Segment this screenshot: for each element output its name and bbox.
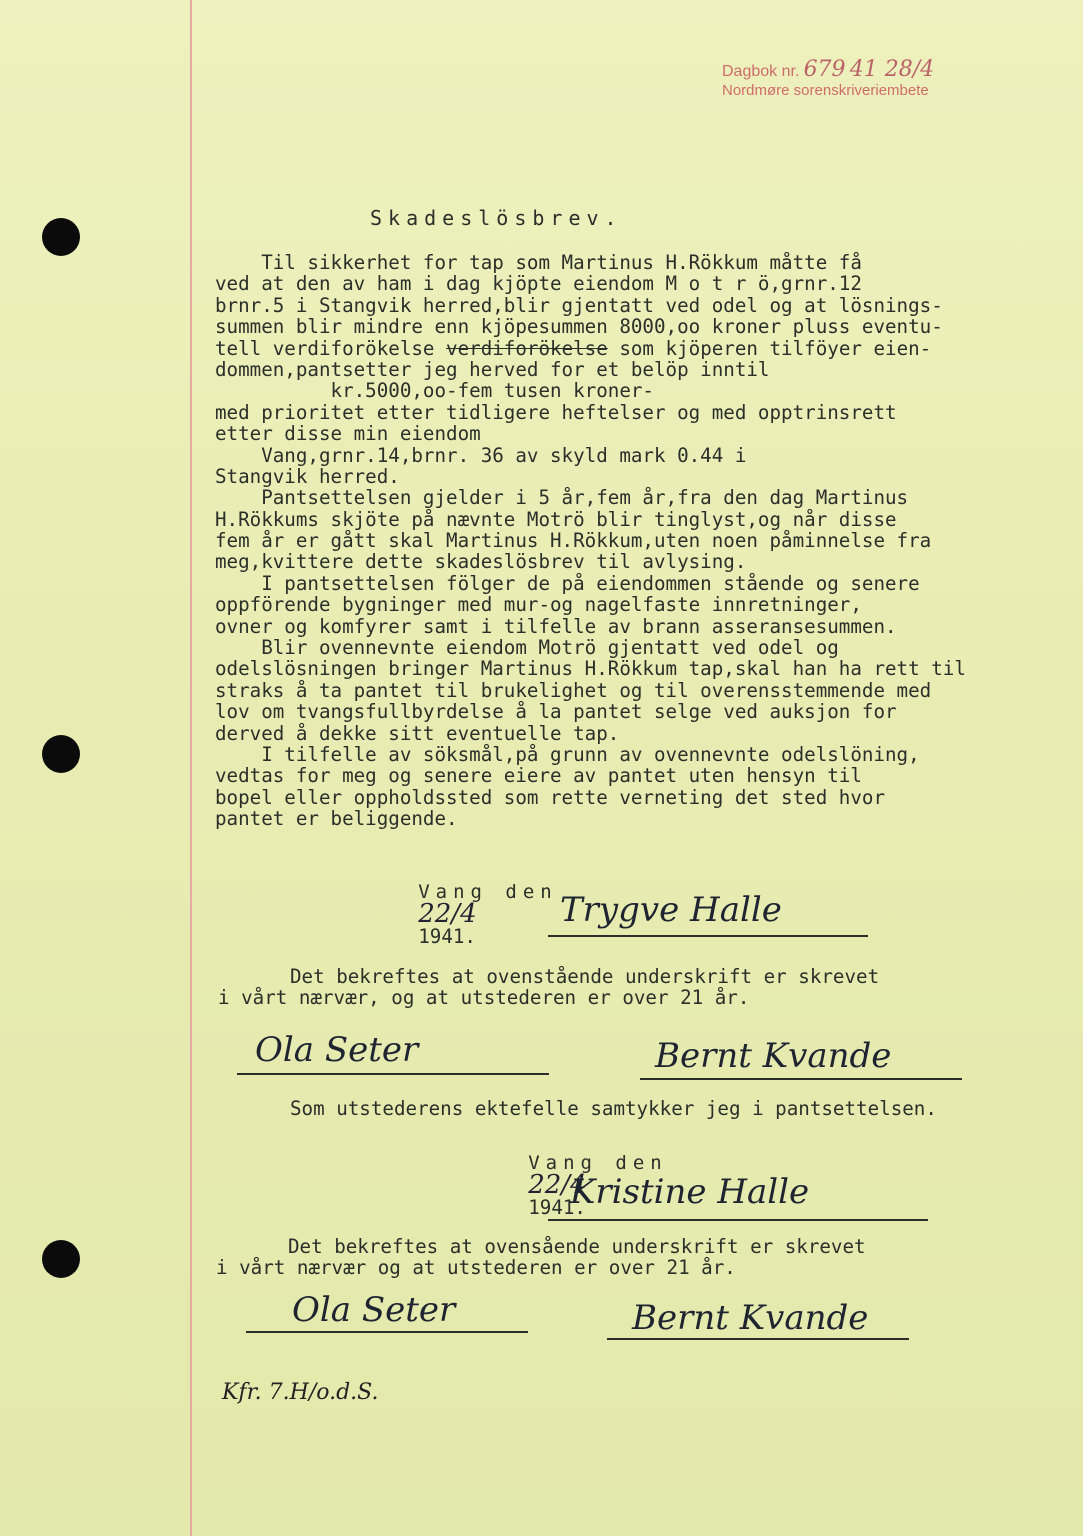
stamp-date: 41 28/4: [849, 57, 935, 82]
body-line: straks å ta pantet til brukelighet og til overensstemmende med: [215, 678, 932, 702]
witness-signature-2a: Ola Seter: [292, 1290, 456, 1330]
witness-text-2-line: Det bekreftes at ovensående underskrift er skrevet: [288, 1235, 866, 1258]
witness-signature-1a: Ola Seter: [255, 1030, 419, 1070]
signature-line: [640, 1078, 962, 1080]
body-line: odelslösningen bringer Martinus H.Rökkum tap,skal han ha rett til: [215, 657, 966, 681]
place-date-1-place: Vang den: [418, 881, 558, 904]
margin-line: [190, 0, 192, 1536]
witness-text-2-line: i vårt nærvær og at utstederen er over 21 år.: [216, 1256, 736, 1280]
body-line: I tilfelle av söksmål,på grunn av ovennevnte odelslöning,: [215, 742, 920, 766]
body-line: Til sikkerhet for tap som Martinus H.Rökkum måtte få: [215, 251, 862, 274]
body-line: fem år er gått skal Martinus H.Rökkum,uten noen påminnelse fra: [215, 529, 932, 553]
witness-signature-2b: Bernt Kvande: [632, 1298, 869, 1338]
body-line: med prioritet etter tidligere heftelser og med opptrinsrett: [215, 400, 897, 424]
witness-signature-1b: Bernt Kvande: [655, 1036, 892, 1076]
footnote: Kfr. 7.H/o.d.S.: [222, 1380, 379, 1405]
registry-stamp: [722, 57, 935, 100]
witness-text-1: [218, 965, 880, 1010]
signature-spouse: Kristine Halle: [570, 1172, 810, 1212]
stamp-prefix: Dagbok nr.: [722, 63, 800, 80]
witness-text-2: [216, 1235, 866, 1280]
body-line: Stangvik herred.: [215, 464, 400, 488]
place-date-2-place: Vang den: [528, 1152, 668, 1175]
body-line: oppförende bygninger med mur-og nagelfaste innretninger,: [215, 593, 862, 617]
punch-hole: [42, 218, 80, 256]
document-title: Skadeslösbrev.: [370, 206, 623, 230]
body-line: dommen,pantsetter jeg herved for et belöp inntil: [215, 357, 770, 381]
signature-line: [548, 935, 868, 937]
signature-line: [237, 1073, 549, 1075]
body-line: pantet er beliggende.: [215, 807, 458, 831]
signature-line: [548, 1219, 928, 1221]
stamp-number: 679: [803, 57, 846, 82]
struck-word: verdiforökelse: [446, 336, 608, 360]
body-line: Blir ovennevnte eiendom Motrö gjentatt ved odel og: [215, 636, 839, 660]
body-line: vedtas for meg og senere eiere av pantet uten hensyn til: [215, 764, 862, 788]
body-line: H.Rökkums skjöte på nævnte Motrö blir tinglyst,og når disse: [215, 507, 897, 531]
punch-hole: [42, 735, 80, 773]
signature-line: [607, 1338, 909, 1340]
document-body: [215, 252, 1075, 830]
body-line: ovner og komfyrer samt i tilfelle av brann asseransesummen.: [215, 614, 897, 638]
body-line: derved å dekke sitt eventuelle tap.: [215, 721, 620, 745]
signature-line: [246, 1331, 528, 1333]
signature-issuer: Trygve Halle: [560, 890, 782, 930]
body-line: summen blir mindre enn kjöpesummen 8000,oo kroner pluss eventu-: [215, 315, 943, 339]
place-date-1: [372, 860, 558, 969]
body-line: meg,kvittere dette skadeslösbrev til avlysing.: [215, 550, 747, 574]
body-line: ved at den av ham i dag kjöpte eiendom M o t r ö,grnr.12: [215, 272, 862, 296]
punch-hole: [42, 1240, 80, 1278]
body-line: Vang,grnr.14,brnr. 36 av skyld mark 0.44 i: [215, 443, 747, 467]
body-line: etter disse min eiendom: [215, 422, 481, 446]
place-date-1-date: 22/4: [418, 898, 477, 929]
body-line: lov om tvangsfullbyrdelse å la pantet selge ved auksjon for: [215, 700, 897, 724]
witness-text-1-line: Det bekreftes at ovenstående underskrift er skrevet: [290, 965, 880, 988]
stamp-office: Nordmøre sorenskriveriembete: [722, 82, 929, 99]
witness-text-1-line: i vårt nærvær, og at utstederen er over 21 år.: [218, 986, 750, 1010]
body-line: brnr.5 i Stangvik herred,blir gjentatt ved odel og at lösnings-: [215, 293, 943, 317]
place-date-2-date: 22/4: [528, 1169, 587, 1200]
body-line: Pantsettelsen gjelder i 5 år,fem år,fra den dag Martinus: [215, 486, 909, 510]
body-line: tell verdiforökelse verdiforökelse som kjöperen tilföyer eien-: [215, 336, 932, 360]
body-line: bopel eller oppholdssted som rette verneting det sted hvor: [215, 785, 886, 809]
body-line: I pantsettelsen fölger de på eiendommen stående og senere: [215, 571, 920, 595]
place-date-1-year: 1941.: [418, 925, 476, 949]
body-line: kr.5000,oo-fem tusen kroner-: [215, 379, 654, 403]
place-date-2-year: 1941.: [528, 1196, 586, 1220]
spouse-consent: Som utstederens ektefelle samtykker jeg i pantsettelsen.: [290, 1097, 937, 1120]
